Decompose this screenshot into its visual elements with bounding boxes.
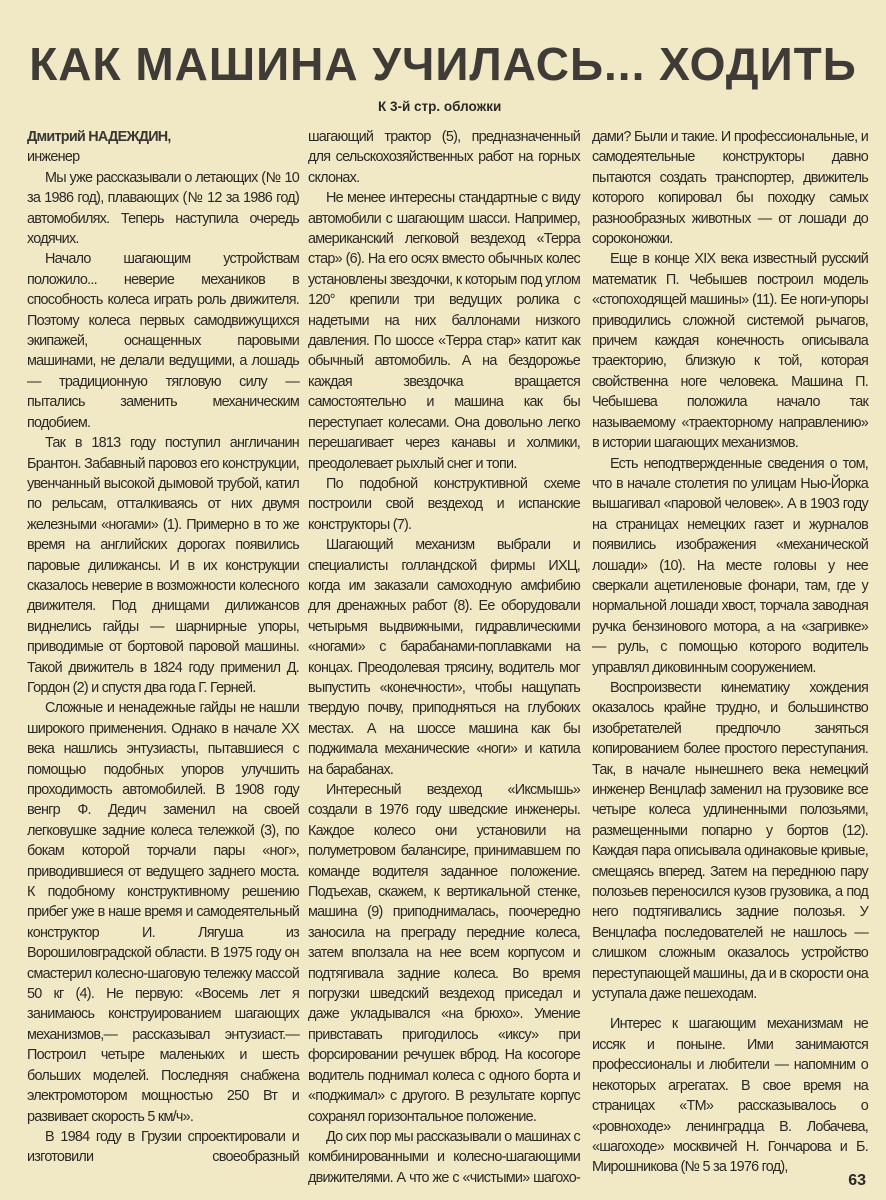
text-column-1 [27,127,299,1168]
text-column-3 [592,127,868,1178]
author-role: инженер [27,149,80,166]
paragraph-continued: шагающий трактор (5), предназначенный для сельскохозяйственных работ на горных склонах. [308,129,580,186]
paragraph: Сложные и ненадежные гайды не нашли широкого применения. Однако в начале XX века нашлись энтузиасты, пытавшиеся с помощью подобных упоров улучшить проходимость автомобилей. В 1908 году венгр Ф. Дедич заменил на своей легковушке задние колеса тележкой (3), по бокам которой торчали пары «ног», приводившиеся от ведущего заднего моста. К подобному конструктивному решению прибег уже в наше время и самодеятельный конструктор И. Лягуша из Ворошиловградской области. В 1975 году он смастерил колесно-шаговую тележку массой 50 кг (4). Не первую: «Восемь лет я занимаюсь конструированием шагающих механизмов,— рассказывал энтузиаст.— Построил четыре маленьких и шесть больших моделей. Последняя снабжена электромотором мощностью 250 Вт и развивает скорость 5 км/ч». [27,700,299,1125]
paragraph: Начало шагающим устройствам положило... неверие механиков в способность колеса играть роль движителя. Поэтому колеса первых самодвижущихся экипажей, оснащенных паровыми машинами, не делали ведущими, а лошадь — традиционную тягловую силу — пытались заменить механическим подобием. [27,251,299,431]
paragraph: Мы уже рассказывали о летающих (№ 10 за 1986 год), плавающих (№ 12 за 1986 год) автомобилях. Теперь наступила очередь ходячих. [27,169,299,248]
text-column-2 [308,127,580,1188]
paragraph: Интересный вездеход «Иксмышь» создали в 1976 году шведские инженеры. Каждое колесо они установили на полуметровом балансире, принимавшем по команде водителя заданное положение. Подъехав, скажем, к вертикальной стенке, машина (9) приподнималась, поочередно заносила на преграду передние колеса, затем вползала на нее всем корпусом и подтягивала задние колеса. Во время погрузки шведский вездеход приседал и даже укладывался «на брюхо». Умение привставать пригодилось «иксу» при форсировании речушек вброд. На косогоре водитель поднимал колеса с одного борта и «поджимал» с другого. В результате корпус сохранял горизонтальное положение. [308,782,580,1125]
paragraph: Еще в конце XIX века известный русский математик П. Чебышев построил модель «стопоходящей машины» (11). Ее ноги-упоры приводились сложной системой рычагов, причем каждая конечность описывала траекторию, близкую к той, которая свойственна ноге человека. Машина П. Чебышева положила начало так называемому «траекторному направлению» в истории шагающих механизмов. [592,251,868,452]
paragraph: Интерес к шагающим механизмам не иссяк и поныне. Ими занимаются профессионалы и любители — напомним о некоторых агрегатах. В свое время на страницах «ТМ» рассказывалось о «ровноходе» ленинградца В. Лобачева, «шагоходе» москвичей Н. Гончарова и Б. Мирошникова (№ 5 за 1976 год), [592,1016,868,1176]
paragraph: Шагающий механизм выбрали и специалисты голландской фирмы ИХЦ, когда им заказали самоходную амфибию для дренажных работ (8). Ее оборудовали четырьмя выдвижными, гидравлическими «ногами» с барабанами-поплавками на концах. Преодолевая трясину, водитель мог выпустить «конечности», чтобы нащупать твердую почву, приподняться на глубоких местах. А на шоссе машина как бы поджимала механические «ноги» и катила на барабанах. [308,537,580,778]
paragraph-continued: дами? Были и такие. И профессиональные, и самодеятельные конструкторы давно пытаются создать транспортер, движитель которого копировал бы походку самых разнообразных животных — от лошади до сороконожки. [592,129,868,248]
paragraph: Воспроизвести кинематику хождения оказалось крайне трудно, и большинство изобретателей предпочло заняться копированием более простого переступания. Так, в начале нынешнего века немецкий инженер Венцлаф заменил на грузовике все четыре колеса удлиненными полозьями, размещенными попарно у бортов (12). Каждая пара описывала одинаковые кривые, смещаясь вперед. Затем на переднюю пару полозьев переносился кузов грузовика, а под него подтягивались задние полозья. У Венцлафа последователей не нашлось — слишком сложным оказалось устройство переступающей машины, да и в скорости она уступала даже пешеходам. [592,679,868,1003]
article-subtitle: К 3-й стр. обложки [378,99,502,114]
article-title: КАК МАШИНА УЧИЛАСЬ... ХОДИТЬ [29,38,857,90]
paragraph: В 1984 году в Грузии спроектировали и изготовили своеобразный [27,1128,299,1166]
paragraph: До сих пор мы рассказывали о машинах с комбинированными и колесно-шагающими движителями. А что же с «чистыми» шагохо- [308,1128,580,1186]
paragraph: Так в 1813 году поступил англичанин Брантон. Забавный паровоз его конструкции, увенчанный высокой дымовой трубой, катил по рельсам, отталкиваясь от них двумя железными «ногами» (1). Примерно в то же время на английских дорогах появились паровые дилижансы. И в их конструкции сказалось неверие в возможности колесного движителя. Под днищами дилижансов виднелись гайды — шарнирные упоры, приводимые от бортовой паровой машины. Такой движитель в 1824 году применил Д. Гордон (2) и спустя два года Г. Герней. [27,435,299,696]
paragraph: Есть неподтвержденные сведения о том, что в начале столетия по улицам Нью-Йорка вышагивал «паровой человек». А в 1903 году на страницах немецких газет и журналов появились изображения «механической лошади» (10). На месте головы у нее сверкали ацетиленовые фонари, там, где у нормальной лошади хвост, торчала заводная ручка бензинового мотора, а на «загривке» — руль, с помощью которого водитель управлял диковинным сооружением. [592,455,868,676]
paragraph: Не менее интересны стандартные с виду автомобили с шагающим шасси. Например, американский легковой вездеход «Терра стар» (6). На его осях вместо обычных колес установлены звездочки, к которым под углом 120° крепили три ведущих ролика с надетыми на них баллонами низкого давления. По шоссе «Терра стар» катит как обычный автомобиль. А на бездорожье каждая звездочка вращается самостоятельно и машина как бы переступает колесами. Она довольно легко перешагивает через канавы и холмики, преодолевает рыхлый снег и топи. [308,190,580,472]
paragraph: По подобной конструктивной схеме построили свой вездеход и испанские конструкторы (7). [308,475,580,533]
author-name: Дмитрий НАДЕЖДИН, [27,129,171,145]
page-number: 63 [848,1172,866,1189]
